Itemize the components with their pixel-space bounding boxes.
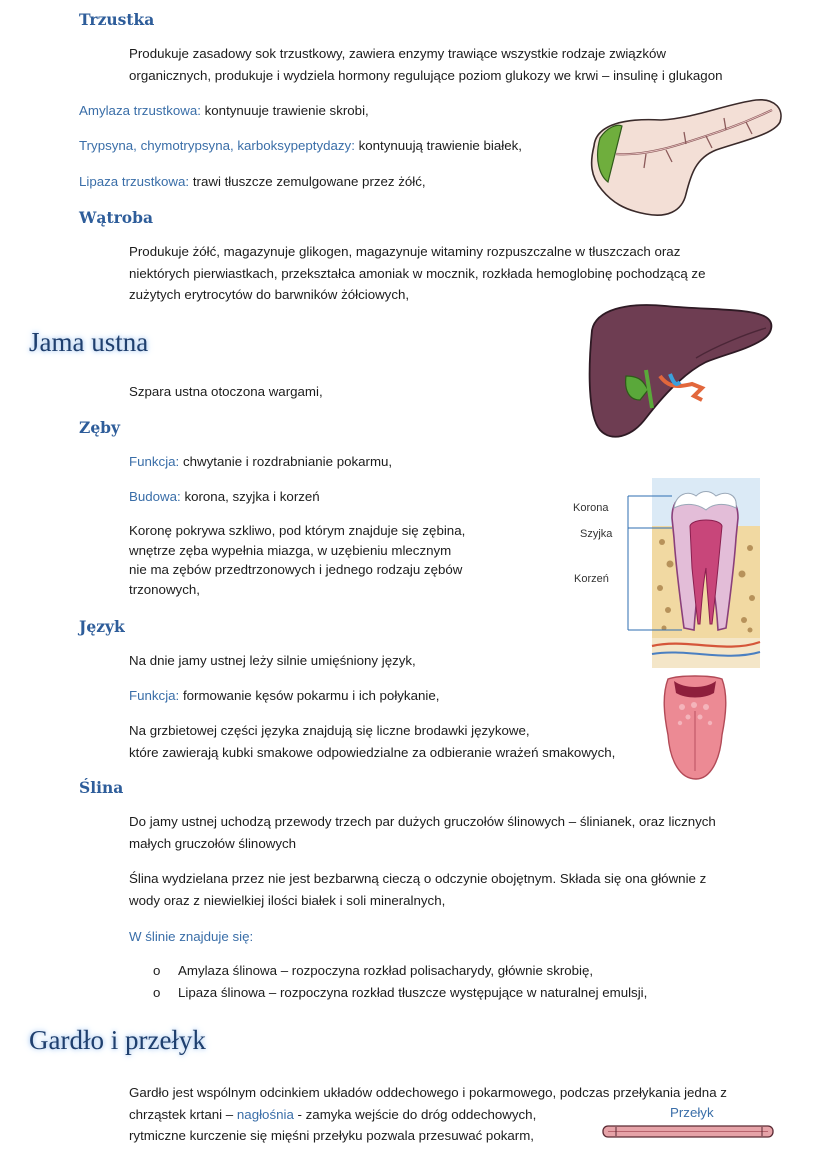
pancreas-illustration: [586, 96, 786, 221]
bullet-marker: o: [153, 963, 161, 978]
esophagus-illustration: [602, 1124, 774, 1140]
throat-heading: Gardło i przełyk: [29, 1025, 206, 1055]
saliva-paragraph-2: Ślina wydzielana przez nie jest bezbarwną cieczą o odczynie obojętnym. Składa się ona głównie z wody oraz z niewielkiej ilości białek i soli mineralnych,: [129, 871, 707, 908]
pancreas-heading: Trzustka: [79, 10, 155, 29]
teeth-description: Koronę pokrywa szkliwo, pod którym znajduje się zębina, wnętrze zęba wypełnia miazga, w uzębieniu mlecznym nie ma zębów przedtrzonowych i jednego rodzaju zębów trzonowych,: [129, 523, 466, 597]
tooth-label-crown: Korona: [573, 502, 609, 514]
pancreas-intro: Produkuje zasadowy sok trzustkowy, zawiera enzymy trawiące wszystkie rodzaje związków organicznych, produkuje i wydziela hormony regulujące poziom glukozy we krwi – insulinę i glukagon: [129, 46, 723, 83]
tooth-label-root: Korzeń: [574, 573, 609, 585]
enzyme-trypsin: Trypsyna, chymotrypsyna, karboksypeptydazy: kontynuują trawienie białek,: [79, 138, 522, 153]
list-item: o Amylaza ślinowa – rozpoczyna rozkład polisacharydy, głównie skrobię,: [153, 960, 647, 982]
liver-heading: Wątroba: [79, 208, 153, 227]
teeth-structure: Budowa: korona, szyjka i korzeń: [129, 489, 320, 504]
tongue-description: Na grzbietowej części języka znajdują się liczne brodawki językowe, które zawierają kubki smakowe odpowiedzialne za odbieranie wrażeń smakowych,: [129, 723, 616, 760]
enzyme-lipase: Lipaza trzustkowa: trawi tłuszcze zemulgowane przez żółć,: [79, 174, 426, 189]
tooth-diagram: [626, 478, 762, 668]
saliva-paragraph-1: Do jamy ustnej uchodzą przewody trzech par dużych gruczołów ślinowych – ślinianek, oraz licznych małych gruczołów ślinowych: [129, 814, 716, 851]
tooth-label-neck: Szyjka: [580, 528, 613, 540]
liver-illustration: [586, 300, 776, 445]
mouth-heading: Jama ustna: [29, 327, 149, 357]
tongue-illustration: [660, 675, 730, 783]
bullet-marker: o: [153, 984, 161, 1000]
liver-text: Produkuje żółć, magazynuje glikogen, magazynuje witaminy rozpuszczalne w tłuszczach oraz niektórych pierwiastkach, przekształca amoniak w mocznik, rozkłada hemoglobinę pochodzącą ze zużytych erytrocytów do barwników żółciowych,: [129, 244, 706, 302]
enzyme-amylase: Amylaza trzustkowa: kontynuuje trawienie skrobi,: [79, 103, 369, 118]
tongue-intro: Na dnie jamy ustnej leży silnie umięśniony język,: [129, 653, 416, 668]
mouth-intro: Szpara ustna otoczona wargami,: [129, 384, 323, 399]
saliva-heading: Ślina: [79, 778, 124, 797]
esophagus-label: Przełyk: [670, 1105, 714, 1120]
tongue-function: Funkcja: formowanie kęsów pokarmu i ich połykanie,: [129, 688, 440, 703]
list-item: o Lipaza ślinowa – rozpoczyna rozkład tłuszcze występujące w naturalnej emulsji,: [153, 982, 647, 1004]
throat-text: Gardło jest wspólnym odcinkiem układów oddechowego i pokarmowego, podczas przełykania jedna z chrząstek krtani – nagłośnia - zamyka wejście do dróg oddechowych, rytmiczne kurczenie się mięśni przełyku pozwala przesuwać pokarm,: [129, 1085, 727, 1143]
saliva-list: [153, 960, 647, 1003]
saliva-contains-label: W ślinie znajduje się:: [129, 929, 254, 944]
tongue-heading: Język: [79, 617, 125, 636]
teeth-function: Funkcja: chwytanie i rozdrabnianie pokarmu,: [129, 454, 393, 469]
teeth-heading: Zęby: [79, 418, 121, 437]
